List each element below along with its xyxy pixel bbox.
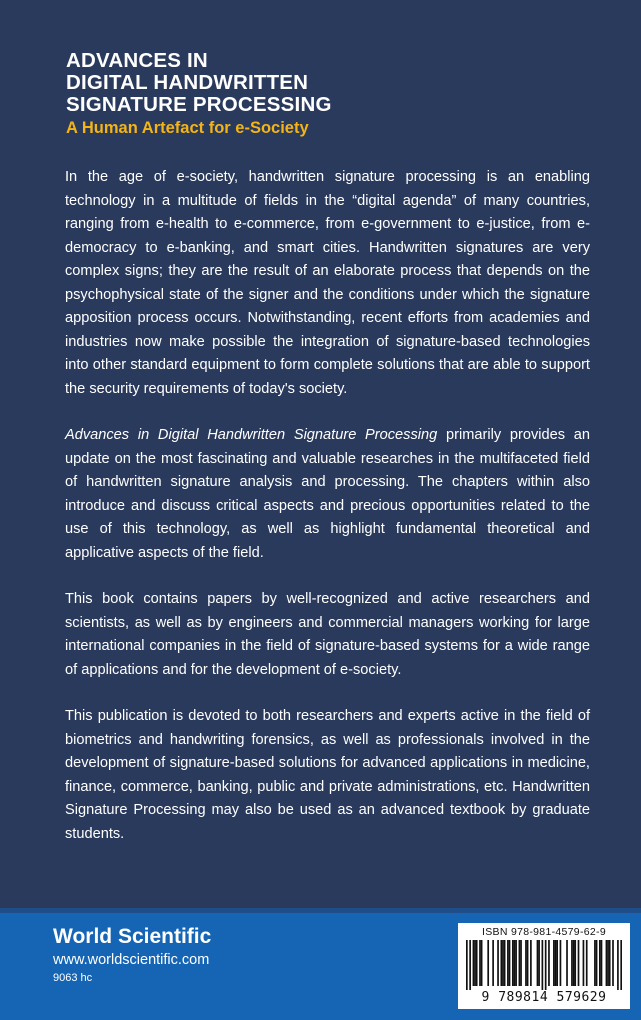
barcode-icon [466,940,622,990]
publisher-name: World Scientific [53,925,212,948]
barcode-bar [571,940,573,986]
blurb-paragraph-2 [65,424,590,565]
barcode-bar [512,940,514,986]
publisher-block [53,925,211,986]
barcode-bar [481,940,483,986]
barcode-bar [542,940,544,990]
barcode-bar [578,940,580,986]
barcode-bar [606,940,608,986]
barcode-bar [507,940,509,986]
barcode-box [458,923,630,1009]
book-title-line-1: ADVANCES IN [66,49,208,72]
blurb-paragraph-1: In the age of e-society, handwritten signature processing is an enabling technology in a multitude of fields in the “digital agenda” of many countries, ranging from e-health to e-commerce, from e-government to e-justice, from e-democracy to e-banking, and smart cities. Handwritten signatures are very complex signs; they are the result of an elaborate process that depends on the psychophysical state of the signer and the conditions under which the signature apposition process occurs. Notwithstanding, recent efforts from academies and industries now make possible the integration of signature-based technologies into other standard equipment to form complete solutions that are able to support the security requirements of today's society. [65,169,590,397]
barcode-bar [545,940,547,990]
barcode-bar [599,940,601,986]
barcode-bar [515,940,517,986]
book-title-line-3: SIGNATURE PROCESSING [66,93,332,116]
publisher-url: www.worldscientific.com [53,952,210,968]
blurb-paragraph-2-text: primarily provides an update on the most fascinating and valuable researches in the multifaceted field of handwritten signature analysis and processing. The chapters within also introduce and discuss critical aspects and precious opportunities related to the use of this technology, as well as highlight fundamental theoretical and applicative aspects of the field. [65,427,590,561]
barcode-bar [504,940,506,986]
barcode-bar [583,940,585,986]
blurb-paragraph-4: This publication is devoted to both researchers and experts active in the field of biometrics and handwriting forensics, as well as professionals involved in the development of signature-based solutions for advanced applications in medicine, finance, commerce, banking, public and private administrations, etc. Handwritten Signature Processing may also be used as an advanced textbook by graduate students. [65,708,590,842]
barcode-bar [466,940,468,990]
barcode-bar [574,940,576,986]
barcode-bar [553,940,555,986]
barcode-bar [469,940,471,990]
barcode-bar [492,940,494,986]
barcode-bar [487,940,489,986]
barcode-bar [479,940,481,986]
barcode-bar [566,940,568,986]
barcode-bar [476,940,478,986]
barcode-bar [527,940,529,986]
barcode-bar [514,940,516,986]
blurb [65,166,590,869]
book-title-italic: Advances in Digital Handwritten Signature Processing [65,427,438,443]
barcode-bar [573,940,575,986]
barcode-bar [474,940,476,986]
barcode-bar [520,940,522,986]
barcode-bar [607,940,609,986]
barcode-bar [525,940,527,986]
barcode-bar [596,940,598,986]
barcode-bar [519,940,521,986]
book-subtitle: A Human Artefact for e-Society [66,119,309,137]
barcode-bar [497,940,499,986]
barcode-bar [530,940,532,986]
barcode-bar [502,940,504,986]
barcode-bar [500,940,502,986]
barcode-bar [555,940,557,986]
barcode-bar [612,940,614,986]
barcode-bar [473,940,475,986]
book-title-line-2: DIGITAL HANDWRITTEN [66,71,309,94]
barcode-bar [617,940,619,990]
barcode-bar [586,940,588,986]
barcode-bar [594,940,596,986]
publisher-code: 9063 hc [53,972,93,984]
barcode-bar [537,940,539,986]
barcode-bar [538,940,540,986]
title-block [66,50,586,138]
barcode-bar [556,940,558,986]
barcode-bar [560,940,562,986]
barcode-bar [609,940,611,986]
isbn-label: ISBN 978-981-4579-62-9 [482,926,606,938]
barcode-bar [548,940,550,986]
blurb-paragraph-3: This book contains papers by well-recognized and active researchers and scientists, as well as by engineers and commercial managers working for large international companies in the field of signature-based systems for a wide range of applications and for the development of e-society. [65,591,590,678]
ean-digits: 9 789814 579629 [481,990,607,1005]
barcode-bar [601,940,603,986]
barcode-bar [509,940,511,986]
barcode-bar [620,940,622,990]
